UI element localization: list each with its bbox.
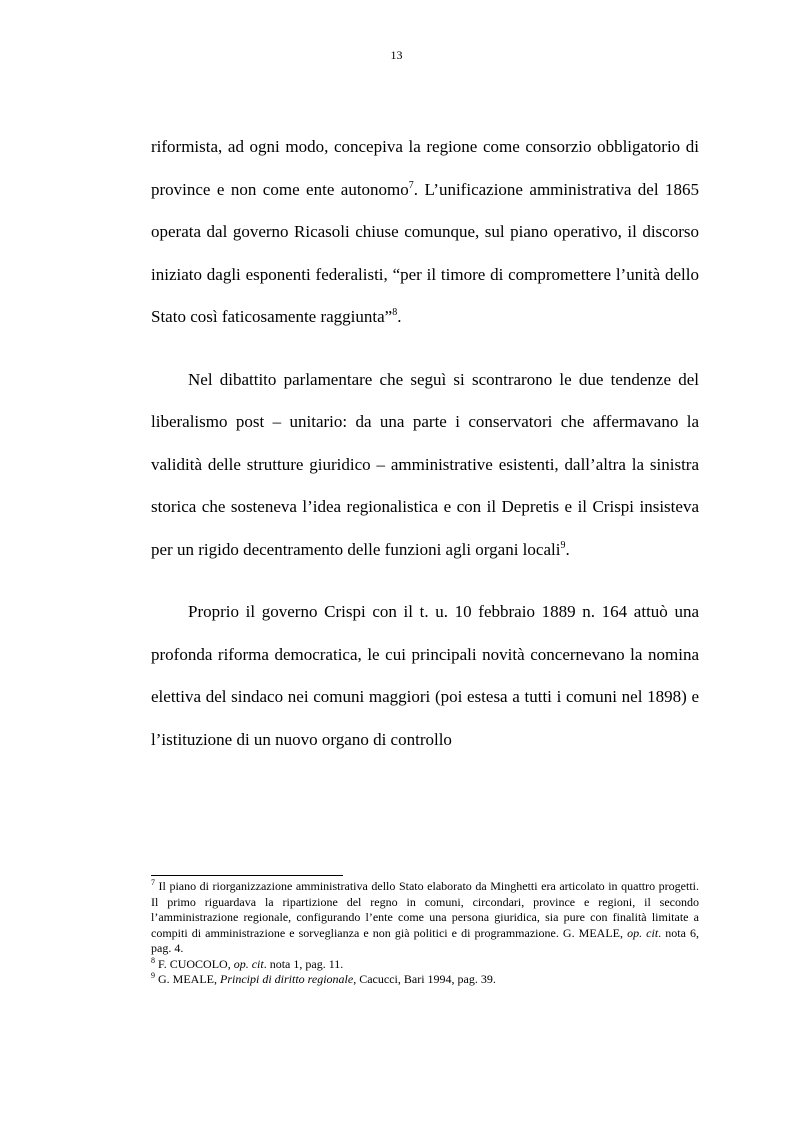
paragraph-3: [151, 591, 699, 761]
footnote-9-tail: , Cacucci, Bari 1994, pag. 39.: [353, 972, 496, 986]
footnote-8-citation: op. cit: [233, 956, 264, 971]
paragraph-1: [151, 126, 699, 339]
footnote-7-text: Il piano di riorganizzazione amministrativa dello Stato elaborato da Minghetti era articolato in quattro progetti. Il primo riguardava la ripartizione del regno in comuni, circondari, province e regioni, il secondo l’amministrazione regionale, configurando l’ente come una persona giuridica, sia pure con finalità limitate a compiti di amministrazione e sorveglianza e non già politici e di programmazione. G. MEALE,: [151, 879, 699, 940]
paragraph-3-text: Proprio il governo Crispi con il t. u. 10 febbraio 1889 n. 164 attuò una profonda riforma democratica, le cui principali novità concernevano la nomina elettiva del sindaco nei comuni maggiori (poi estesa a tutti i comuni nel 1898) e l’istituzione di un nuovo organo di controllo: [151, 602, 699, 749]
footnote-7: [151, 879, 699, 957]
footnote-9-text: G. MEALE,: [155, 972, 220, 986]
footnote-9: [151, 972, 699, 988]
footnote-ref-8: 8: [392, 307, 398, 318]
paragraph-2-text-b: .: [565, 539, 570, 559]
footnote-separator: [151, 875, 343, 876]
page-number: 13: [390, 48, 403, 62]
footnote-9-citation: Principi di diritto regionale: [220, 972, 354, 986]
paragraph-1-text-c: .: [397, 307, 402, 326]
footnote-ref-7: 7: [408, 179, 414, 191]
footnote-8-text: F. CUOCOLO,: [155, 956, 234, 971]
paragraph-2: [151, 359, 699, 572]
paragraph-1-text-a: riformista, ad ogni modo, concepiva la regione come consorzio obbligatorio di province e non come ente autonomo: [151, 137, 699, 199]
paragraph-2-text-a: Nel dibattito parlamentare che seguì si scontrarono le due tendenze del liberalismo post – unitario: da una parte i conservatori che affermavano la validità delle strutture giuridico – amministrative esistenti, dall’altra la sinistra storica che sosteneva l’idea regionalistica e con il Depretis e il Crispi insisteva per un rigido decentramento delle funzioni agli organi locali: [151, 369, 699, 559]
footnote-8: [151, 957, 699, 973]
footnote-7-tail: . nota 6, pag. 4.: [151, 925, 700, 955]
footnote-7-number: 7: [151, 878, 155, 887]
footnote-ref-9: 9: [560, 539, 566, 551]
body-text: [151, 126, 699, 761]
footnotes: [151, 879, 699, 988]
paragraph-1-text-b: . L’unificazione amministrativa del 1865 operata dal governo Ricasoli chiuse comunque, sul piano operativo, il discorso iniziato dagli esponenti federalisti, “per il timore di compromettere l’unità dello Stato così faticosamente raggiunta”: [151, 179, 700, 326]
footnote-8-tail: . nota 1, pag. 11.: [263, 956, 344, 971]
footnote-7-citation: op. cit: [627, 925, 659, 940]
footnote-8-number: 8: [151, 955, 155, 965]
footnote-9-number: 9: [151, 971, 155, 980]
